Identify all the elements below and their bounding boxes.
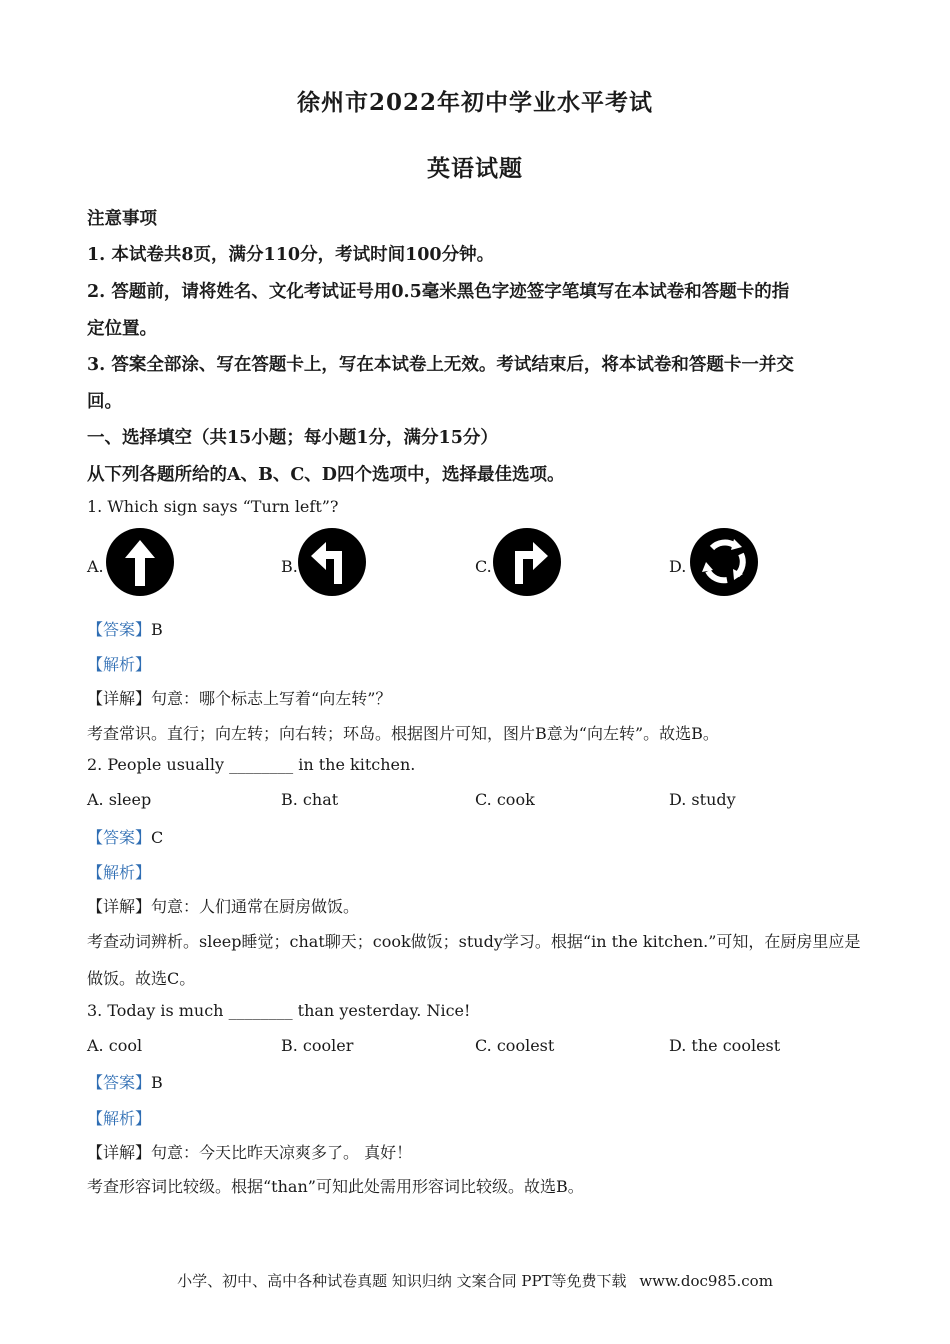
- footer-link[interactable]: www.doc985.com: [639, 1272, 773, 1290]
- q3-explanation: 考查形容词比较级。根据“than”可知此处需用形容词比较级。故选B。: [87, 1177, 584, 1196]
- q2-answer-value: C: [151, 828, 164, 847]
- answer-tag: 【答案】: [87, 620, 152, 639]
- q3-option-d: D. the coolest: [669, 1036, 781, 1055]
- page-subtitle: 英语试题: [427, 155, 523, 182]
- turn-left-arrow-icon: [298, 528, 366, 596]
- notice-heading: 注意事项: [87, 209, 157, 229]
- q3-option-b: B. cooler: [281, 1036, 354, 1055]
- footer-text: 小学、初中、高中各种试卷真题 知识归纳 文案合同 PPT等免费下载: [177, 1272, 627, 1290]
- notice-item-2b: 定位置。: [87, 319, 157, 339]
- q1-analysis-tag: 【解析】: [87, 655, 152, 674]
- q1-answer-value: B: [151, 620, 163, 639]
- straight-arrow-icon: [106, 528, 174, 596]
- roundabout-icon: [690, 528, 758, 596]
- q1-explanation: 考查常识。直行；向左转；向右转；环岛。根据图片可知，图片B意为“向左转”。故选B。: [87, 724, 719, 743]
- question-2: 2. People usually ________ in the kitchen.: [87, 755, 416, 774]
- q1-answer: [87, 617, 163, 640]
- question-3: 3. Today is much ________ than yesterday. Nice!: [87, 1001, 471, 1020]
- q2-option-b: B. chat: [281, 790, 339, 809]
- notice-item-3a: 3. 答案全部涂、写在答题卡上，写在本试卷上无效。考试结束后，将本试卷和答题卡一并交: [87, 355, 794, 375]
- q2-option-c: C. cook: [475, 790, 535, 809]
- notice-item-2a: 2. 答题前，请将姓名、文化考试证号用0.5毫米黑色字迹签字笔填写在本试卷和答题卡的指: [87, 282, 790, 302]
- q2-option-a: A. sleep: [87, 790, 152, 809]
- detail-tag: 【详解】: [87, 689, 152, 708]
- q1-option-c-label: C.: [475, 557, 492, 576]
- section-heading: 一、选择填空（共15小题；每小题1分，满分15分）: [87, 428, 498, 448]
- q1-detail-text: 句意：哪个标志上写着“向左转”？: [151, 689, 392, 708]
- q3-option-c: C. coolest: [475, 1036, 555, 1055]
- q2-analysis-tag: 【解析】: [87, 863, 152, 882]
- page-title: 徐州市2022年初中学业水平考试: [296, 89, 653, 116]
- q2-detail-text: 句意：人们通常在厨房做饭。: [151, 897, 360, 916]
- q3-detail: [87, 1140, 412, 1163]
- turn-right-arrow-icon: [493, 528, 561, 596]
- notice-item-1: 1. 本试卷共8页，满分110分，考试时间100分钟。: [87, 245, 495, 265]
- answer-tag: 【答案】: [87, 828, 152, 847]
- page-footer: [0, 1270, 950, 1291]
- q3-answer-value: B: [151, 1073, 163, 1092]
- detail-tag: 【详解】: [87, 897, 152, 916]
- notice-item-3b: 回。: [87, 392, 122, 412]
- q2-detail: [87, 894, 359, 917]
- q1-detail: [87, 686, 391, 709]
- q1-option-a-label: A.: [87, 557, 104, 576]
- q2-answer: [87, 825, 163, 848]
- q2-option-d: D. study: [669, 790, 736, 809]
- answer-tag: 【答案】: [87, 1073, 152, 1092]
- q3-analysis-tag: 【解析】: [87, 1109, 152, 1128]
- q3-option-a: A. cool: [87, 1036, 143, 1055]
- q1-option-b-label: B.: [281, 557, 298, 576]
- q2-explanation-b: 做饭。故选C。: [87, 969, 196, 988]
- q1-option-d-label: D.: [669, 557, 687, 576]
- q3-detail-text: 句意：今天比昨天凉爽多了。 真好！: [151, 1143, 413, 1162]
- detail-tag: 【详解】: [87, 1143, 152, 1162]
- question-1: 1. Which sign says “Turn left”?: [87, 497, 339, 516]
- q3-answer: [87, 1070, 163, 1093]
- q2-explanation-a: 考查动词辨析。sleep睡觉；chat聊天；cook做饭；study学习。根据“in the kitchen.”可知，在厨房里应是: [87, 932, 861, 951]
- section-instruction: 从下列各题所给的A、B、C、D四个选项中，选择最佳选项。: [87, 465, 565, 485]
